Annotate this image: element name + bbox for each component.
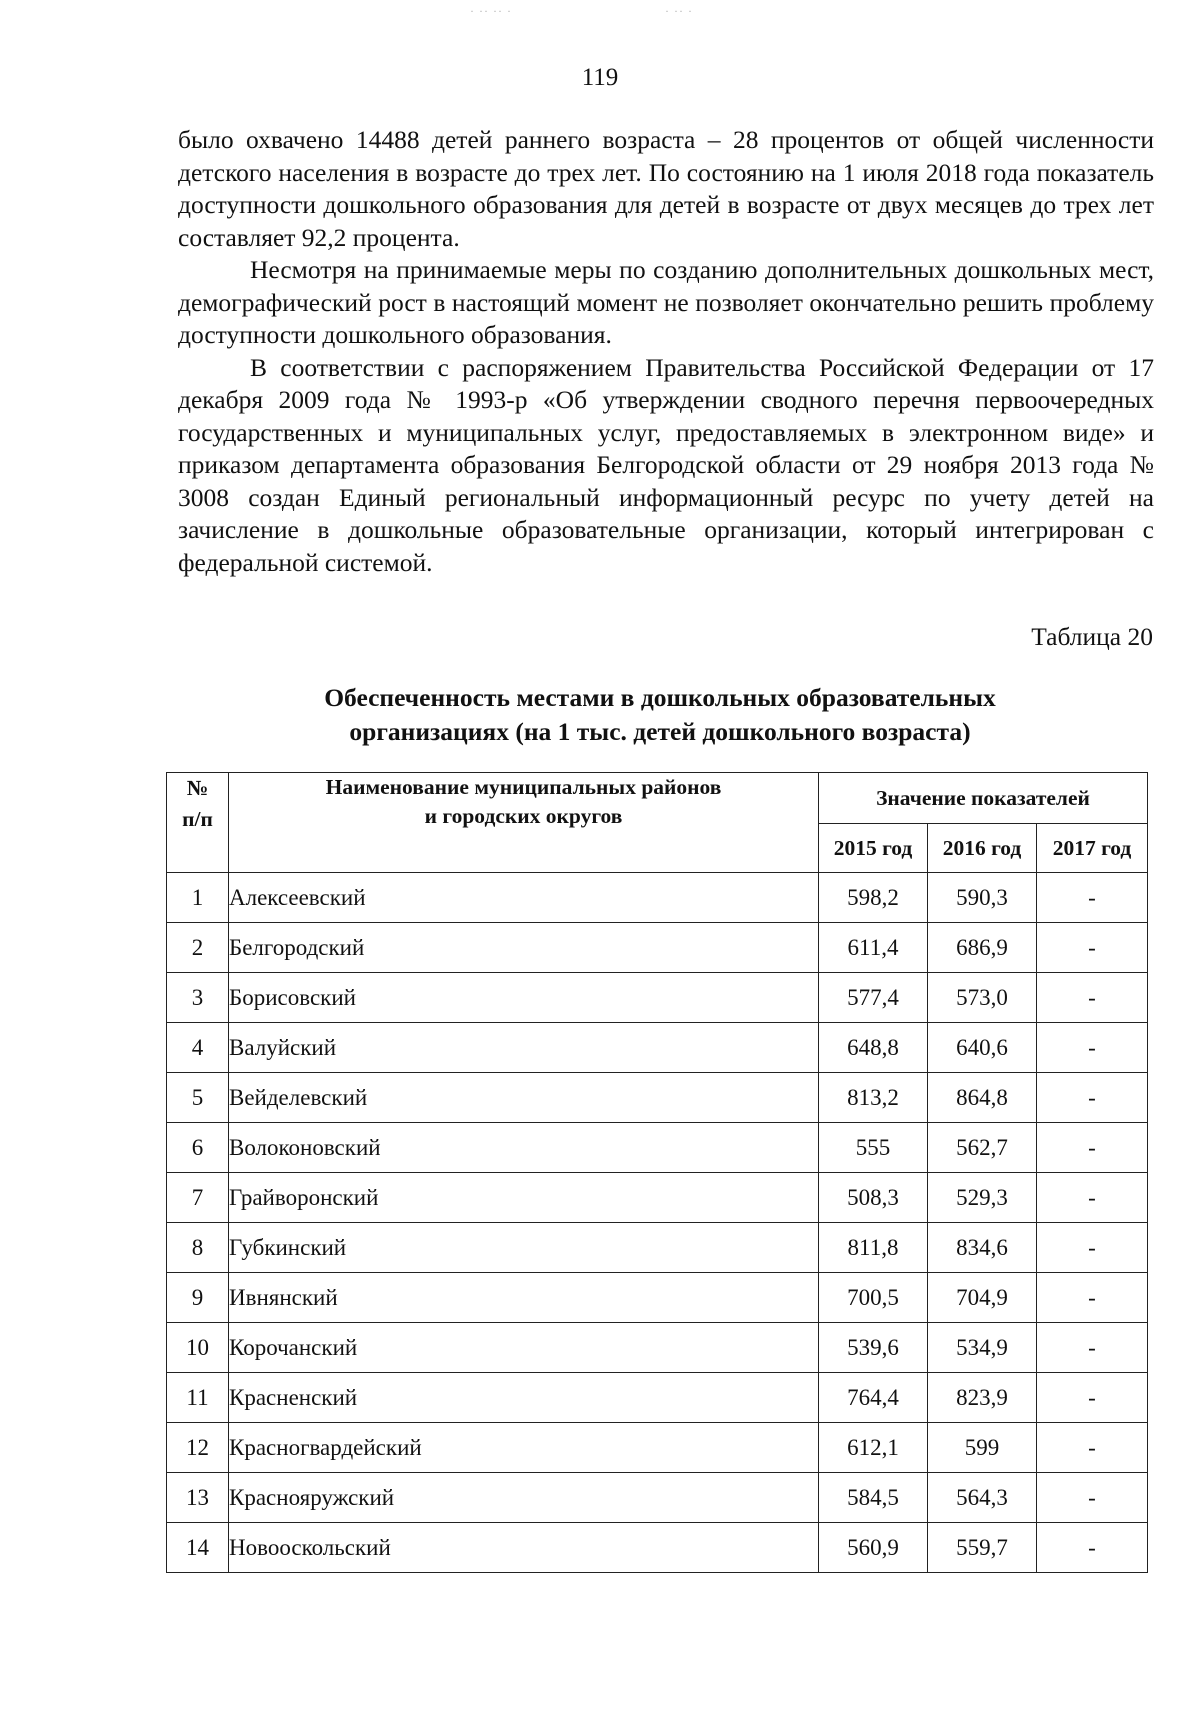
value-2017: -: [1037, 923, 1148, 973]
value-2016: 599: [928, 1423, 1037, 1473]
row-number: 8: [167, 1223, 229, 1273]
value-2017: -: [1037, 1423, 1148, 1473]
value-2015: 811,8: [819, 1223, 928, 1273]
row-number: 4: [167, 1023, 229, 1073]
table-row: [167, 1473, 1148, 1523]
value-2017: -: [1037, 973, 1148, 1023]
district-name: Краснояружский: [229, 1473, 819, 1523]
value-2016: 559,7: [928, 1523, 1037, 1573]
value-2016: 864,8: [928, 1073, 1037, 1123]
header-name: [229, 773, 819, 873]
value-2015: 555: [819, 1123, 928, 1173]
value-2017: -: [1037, 1023, 1148, 1073]
table-row: [167, 1323, 1148, 1373]
table-row: [167, 1023, 1148, 1073]
district-name: Красненский: [229, 1373, 819, 1423]
row-number: 12: [167, 1423, 229, 1473]
header-year: 2016 год: [928, 824, 1037, 873]
table-row: [167, 923, 1148, 973]
table-row: [167, 1523, 1148, 1573]
table-row: [167, 1073, 1148, 1123]
table-row: [167, 873, 1148, 923]
paragraph: было охвачено 14488 детей раннего возраста – 28 процентов от общей численности детского населения в возрасте до трех лет. По состоянию на 1 июля 2018 года показатель доступности дошкольного образования для детей в возрасте от двух месяцев до трех лет составляет 92,2 процента.: [178, 125, 1154, 252]
value-2015: 764,4: [819, 1373, 928, 1423]
value-2016: 640,6: [928, 1023, 1037, 1073]
value-2017: -: [1037, 1523, 1148, 1573]
value-2016: 529,3: [928, 1173, 1037, 1223]
value-2016: 534,9: [928, 1323, 1037, 1373]
header-number: [167, 773, 229, 873]
row-number: 7: [167, 1173, 229, 1223]
district-name: Алексеевский: [229, 873, 819, 923]
paragraph: В соответствии с распоряжением Правительства Российской Федерации от 17 декабря 2009 года № 1993-р «Об утверждении сводного перечня первоочередных государственных и муниципальных услуг, предоставляемых в электронном виде» и приказом департамента образования Белгородской области от 29 ноября 2013 года № 3008 создан Единый региональный информационный ресурс по учету детей на зачисление в дошкольные образовательные организации, который интегрирован с федеральной системой.: [178, 352, 1154, 577]
district-name: Ивнянский: [229, 1273, 819, 1323]
district-name: Новооскольский: [229, 1523, 819, 1573]
scan-artifact-mark: · ·· ·: [665, 4, 693, 18]
value-2015: 612,1: [819, 1423, 928, 1473]
table-row: [167, 1123, 1148, 1173]
value-2015: 611,4: [819, 923, 928, 973]
data-table: [166, 772, 1148, 1573]
table-label: Таблица 20: [1031, 622, 1153, 651]
value-2016: 573,0: [928, 973, 1037, 1023]
value-2017: -: [1037, 1473, 1148, 1523]
value-2015: 560,9: [819, 1523, 928, 1573]
page-number: 119: [581, 64, 619, 91]
value-2017: -: [1037, 873, 1148, 923]
value-2015: 584,5: [819, 1473, 928, 1523]
table-title-line: организациях (на 1 тыс. детей дошкольного возраста): [349, 717, 971, 746]
row-number: 14: [167, 1523, 229, 1573]
district-name: Грайворонский: [229, 1173, 819, 1223]
header-values-group: Значение показателей: [819, 773, 1148, 824]
district-name: Волоконовский: [229, 1123, 819, 1173]
paragraph: Несмотря на принимаемые меры по созданию дополнительных дошкольных мест, демографический рост в настоящий момент не позволяет окончательно решить проблему доступности дошкольного образования.: [178, 255, 1154, 349]
value-2015: 539,6: [819, 1323, 928, 1373]
value-2016: 823,9: [928, 1373, 1037, 1423]
row-number: 11: [167, 1373, 229, 1423]
header-name-line: и городских округов: [424, 804, 623, 828]
table-title-line: Обеспеченность местами в дошкольных образовательных: [324, 683, 996, 712]
table-body: [167, 873, 1148, 1573]
table-row: [167, 1423, 1148, 1473]
scan-artifact-mark: · ·· ·· ·: [470, 4, 512, 18]
row-number: 2: [167, 923, 229, 973]
table-row: [167, 1223, 1148, 1273]
row-number: 6: [167, 1123, 229, 1173]
district-name: Красногвардейский: [229, 1423, 819, 1473]
value-2017: -: [1037, 1173, 1148, 1223]
table-row: [167, 1273, 1148, 1323]
row-number: 3: [167, 973, 229, 1023]
district-name: Губкинский: [229, 1223, 819, 1273]
header-year: 2015 год: [819, 824, 928, 873]
value-2017: -: [1037, 1373, 1148, 1423]
value-2017: -: [1037, 1323, 1148, 1373]
table-row: [167, 1373, 1148, 1423]
district-name: Корочанский: [229, 1323, 819, 1373]
row-number: 13: [167, 1473, 229, 1523]
table-row: [167, 973, 1148, 1023]
row-number: 9: [167, 1273, 229, 1323]
value-2017: -: [1037, 1223, 1148, 1273]
value-2016: 686,9: [928, 923, 1037, 973]
district-name: Валуйский: [229, 1023, 819, 1073]
row-number: 10: [167, 1323, 229, 1373]
value-2017: -: [1037, 1273, 1148, 1323]
value-2015: 648,8: [819, 1023, 928, 1073]
header-number-line: №: [186, 776, 209, 800]
row-number: 5: [167, 1073, 229, 1123]
value-2015: 598,2: [819, 873, 928, 923]
district-name: Белгородский: [229, 923, 819, 973]
value-2016: 562,7: [928, 1123, 1037, 1173]
value-2017: -: [1037, 1123, 1148, 1173]
value-2015: 813,2: [819, 1073, 928, 1123]
table-row: [167, 1173, 1148, 1223]
value-2016: 704,9: [928, 1273, 1037, 1323]
header-name-line: Наименование муниципальных районов: [325, 775, 722, 799]
district-name: Борисовский: [229, 973, 819, 1023]
value-2016: 564,3: [928, 1473, 1037, 1523]
header-number-line: п/п: [182, 807, 213, 831]
value-2017: -: [1037, 1073, 1148, 1123]
value-2015: 700,5: [819, 1273, 928, 1323]
header-year: 2017 год: [1037, 824, 1148, 873]
value-2015: 577,4: [819, 973, 928, 1023]
value-2016: 834,6: [928, 1223, 1037, 1273]
row-number: 1: [167, 873, 229, 923]
table-header-row: [167, 773, 1148, 824]
body-text: [178, 124, 1154, 579]
table-title: [160, 681, 1160, 749]
district-name: Вейделевский: [229, 1073, 819, 1123]
value-2015: 508,3: [819, 1173, 928, 1223]
value-2016: 590,3: [928, 873, 1037, 923]
